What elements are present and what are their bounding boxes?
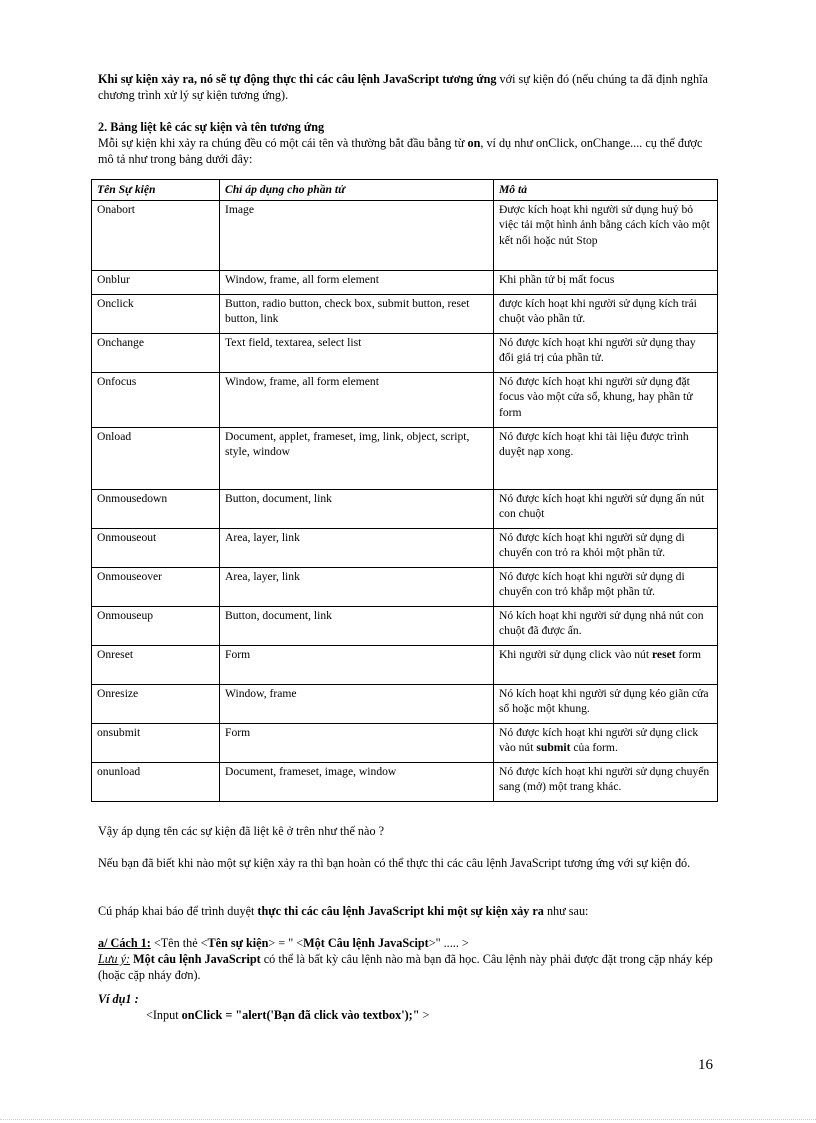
table-row <box>92 723 718 762</box>
header-description: Mô tả <box>494 180 718 201</box>
table-row <box>92 684 718 723</box>
header-applies-to: Chỉ áp dụng cho phần tử <box>220 180 494 201</box>
event-applies: Window, frame, all form element <box>220 270 494 294</box>
table-row <box>92 372 718 427</box>
table-row <box>92 645 718 684</box>
intro-paragraph <box>98 71 718 103</box>
event-applies: Text field, textarea, select list <box>220 333 494 372</box>
event-desc: Nó được kích hoạt khi người sử dụng di chuyển con trỏ ra khỏi một phần tử. <box>494 528 718 567</box>
event-desc: Nó được kích hoạt khi người sử dụng chuyển sang (mở) một trang khác. <box>494 762 718 801</box>
event-desc: Được kích hoạt khi người sử dụng huỷ bỏ việc tải một hình ảnh bằng cách kích vào một kết nối hoặc nút Stop <box>494 200 718 270</box>
event-name: onsubmit <box>92 723 220 762</box>
event-applies: Area, layer, link <box>220 528 494 567</box>
event-desc: Nó được kích hoạt khi người sử dụng ấn nút con chuột <box>494 489 718 528</box>
event-applies: Form <box>220 645 494 684</box>
table-row <box>92 270 718 294</box>
event-name: Onresize <box>92 684 220 723</box>
explain-paragraph: Nếu bạn đã biết khi nào một sự kiện xảy ra thì bạn hoàn có thể thực thi các câu lệnh JavaScript tương ứng với sự kiện đó. <box>98 856 691 870</box>
page-bottom-rule <box>0 1119 816 1120</box>
table-row <box>92 200 718 270</box>
intro-rest: với sự kiện đó (nếu chúng ta đã định nghĩa chương trình xử lý sự kiện tương ứng). <box>98 72 708 102</box>
desc-on: on <box>467 136 481 150</box>
event-desc: Nó được kích hoạt khi tài liệu được trình duyệt nạp xong. <box>494 427 718 489</box>
method1-label: a/ Cách 1: <box>98 936 151 950</box>
event-name: Onfocus <box>92 372 220 427</box>
event-applies: Button, radio button, check box, submit button, reset button, link <box>220 294 494 333</box>
question-paragraph: Vậy áp dụng tên các sự kiện đã liệt kê ở trên như thế nào ? <box>98 824 384 838</box>
event-name: onunload <box>92 762 220 801</box>
table-row <box>92 489 718 528</box>
event-applies: Document, applet, frameset, img, link, object, script, style, window <box>220 427 494 489</box>
intro-bold: Khi sự kiện xảy ra, nó sẽ tự động thực thi các câu lệnh JavaScript tương ứng <box>98 72 497 86</box>
event-desc: Nó kích hoạt khi người sử dụng kéo giãn cửa sổ hoặc một khung. <box>494 684 718 723</box>
event-desc: Nó được kích hoạt khi người sử dụng thay đổi giá trị của phần tử. <box>494 333 718 372</box>
event-name: Onmouseout <box>92 528 220 567</box>
events-table <box>91 179 718 802</box>
event-applies: Button, document, link <box>220 606 494 645</box>
event-desc: được kích hoạt khi người sử dụng kích trái chuột vào phần tử. <box>494 294 718 333</box>
example-code: <Input onClick = "alert('Bạn đã click vào textbox');" > <box>146 1008 430 1022</box>
event-desc: Nó được kích hoạt khi người sử dụng di chuyển con trỏ khắp một phần tử. <box>494 567 718 606</box>
event-desc: Nó được kích hoạt khi người sử dụng đặt focus vào một cửa sổ, khung, hay phần tử form <box>494 372 718 427</box>
event-applies: Form <box>220 723 494 762</box>
example-label: Ví dụ1 : <box>98 992 139 1006</box>
event-name: Onclick <box>92 294 220 333</box>
syntax-bold: thực thi các câu lệnh JavaScript khi một sự kiện xảy ra <box>257 904 544 918</box>
section-heading: 2. Bảng liệt kê các sự kiện và tên tương ứng <box>98 120 325 134</box>
event-desc: Khi phần tử bị mất focus <box>494 270 718 294</box>
table-row <box>92 427 718 489</box>
header-event-name: Tên Sự kiện <box>92 180 220 201</box>
event-name: Onchange <box>92 333 220 372</box>
event-name: Onblur <box>92 270 220 294</box>
event-applies: Button, document, link <box>220 489 494 528</box>
event-name: Onmousedown <box>92 489 220 528</box>
table-row <box>92 528 718 567</box>
event-applies: Image <box>220 200 494 270</box>
table-header-row <box>92 180 718 201</box>
event-name: Onabort <box>92 200 220 270</box>
event-desc: Nó kích hoạt khi người sử dụng nhả nút con chuột đã được ấn. <box>494 606 718 645</box>
table-row <box>92 294 718 333</box>
method1-line: a/ Cách 1: <Tên thẻ <Tên sự kiện> = " <Một Câu lệnh JavaScipt>" ..... > <box>98 936 469 950</box>
section-description <box>98 135 718 167</box>
event-name: Onmouseup <box>92 606 220 645</box>
event-applies: Document, frameset, image, window <box>220 762 494 801</box>
event-applies: Area, layer, link <box>220 567 494 606</box>
syntax-paragraph: Cú pháp khai báo để trình duyệt thực thi các câu lệnh JavaScript khi một sự kiện xảy ra như sau: <box>98 904 589 918</box>
table-row <box>92 567 718 606</box>
desc-part2: , ví dụ như onClick, onChange.... cụ thể được mô tả như trong bảng dưới đây: <box>98 136 703 166</box>
desc-part1: Mỗi sự kiện khi xảy ra chúng đều có một cái tên và thường bắt đầu bằng từ <box>98 136 468 150</box>
table-row <box>92 333 718 372</box>
event-desc: Nó được kích hoạt khi người sử dụng click vào nút submit của form. <box>494 723 718 762</box>
event-applies: Window, frame <box>220 684 494 723</box>
event-name: Onmouseover <box>92 567 220 606</box>
page-number: 16 <box>698 1057 713 1073</box>
table-row <box>92 762 718 801</box>
table-row <box>92 606 718 645</box>
note-paragraph: Lưu ý: Một câu lệnh JavaScript có thể là bất kỳ câu lệnh nào mà bạn đã học. Câu lệnh này phải được đặt trong cặp nháy kép (hoặc cặp nháy đơn). <box>98 952 713 982</box>
note-label: Lưu ý: <box>98 952 131 966</box>
event-name: Onreset <box>92 645 220 684</box>
event-desc: Khi người sử dụng click vào nút reset form <box>494 645 718 684</box>
event-name: Onload <box>92 427 220 489</box>
event-applies: Window, frame, all form element <box>220 372 494 427</box>
